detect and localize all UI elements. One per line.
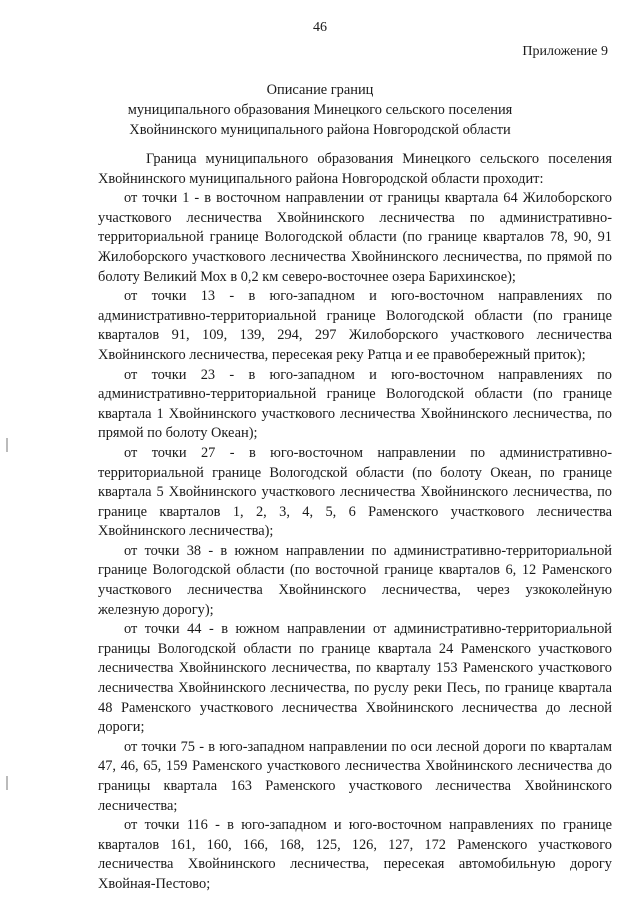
boundary-paragraph-point-23: от точки 23 - в юго-западном и юго-восточном направлениях по административно-территориальной границе Вологодской области (по границе квартала 1 Хвойнинского участкового лесничества Хвойнинского лесничества, по прямой по болоту Океан); <box>98 366 612 442</box>
boundary-paragraph-point-38: от точки 38 - в южном направлении по административно-территориальной границе Вологодской области (по восточной границе кварталов 6, 12 Раменского участкового лесничества Хвойнинского лесничества, через узкоколейную железную дорогу); <box>98 542 612 618</box>
document-title <box>60 80 580 140</box>
boundary-paragraph-point-75: от точки 75 - в юго-западном направлении по оси лесной дороги по кварталам 47, 46, 65, 159 Раменского участкового лесничества Хвойнинского лесничества до границы квартала 163 Раменского участкового лесничества Хвойнинского лесничества; <box>98 738 612 814</box>
title-line-1: Описание границ <box>266 82 374 98</box>
intro-paragraph: Граница муниципального образования Минецкого сельского поселения Хвойнинского муниципального района Новгородской области проходит: <box>98 151 612 187</box>
body-text <box>98 150 612 895</box>
title-line-2: муниципального образования Минецкого сельского поселения <box>127 102 513 118</box>
appendix-label: Приложение 9 <box>522 44 608 59</box>
boundary-paragraph-point-44: от точки 44 - в южном направлении от административно-территориальной границы Вологодской области по границе квартала 24 Раменского участкового лесничества Хвойнинского лесничества, по кварталу 153 Раменского участкового лесничества Хвойнинского лесничества, по руслу реки Песь, по границе квартала 48 Раменского участкового лесничества Хвойнинского лесничества до лесной дороги; <box>98 621 612 736</box>
boundary-paragraph-point-1: от точки 1 - в восточном направлении от границы квартала 64 Жилоборского участкового лесничества Хвойнинского лесничества по административно-территориальной границе Вологодской области (по границе кварталов 78, 90, 91 Жилоборского участкового лесничества Хвойнинского лесничества, по прямой по болоту Великий Мох в 0,2 км северо-восточнее озера Барихинское); <box>98 190 612 285</box>
page-number: 46 <box>313 20 327 35</box>
boundary-paragraph-point-116: от точки 116 - в юго-западном и юго-восточном направлениях по границе кварталов 161, 160, 166, 168, 125, 126, 127, 172 Раменского участкового лесничества Хвойнинского лесничества, пересекая автомобильную дорогу Хвойная-Пестово; <box>98 817 612 892</box>
boundary-paragraph-point-13: от точки 13 - в юго-западном и юго-восточном направлениях по административно-территориальной границе Вологодской области (по границе кварталов 91, 109, 139, 294, 297 Жилоборского участкового лесничества Хвойнинского лесничества, пересекая реку Ратца и ее правобережный приток); <box>98 288 612 363</box>
scan-margin-mark <box>6 438 8 452</box>
title-line-3: Хвойнинского муниципального района Новгородской области <box>129 122 511 138</box>
boundary-paragraph-point-27: от точки 27 - в юго-восточном направлении по административно-территориальной границе Вологодской области (по болоту Океан, по границе квартала 5 Хвойнинского участкового лесничества Хвойнинского лесничества, по границе кварталов 1, 2, 3, 4, 5, 6 Раменского участкового лесничества Хвойнинского лесничества); <box>98 444 612 540</box>
scan-margin-mark <box>6 776 8 790</box>
